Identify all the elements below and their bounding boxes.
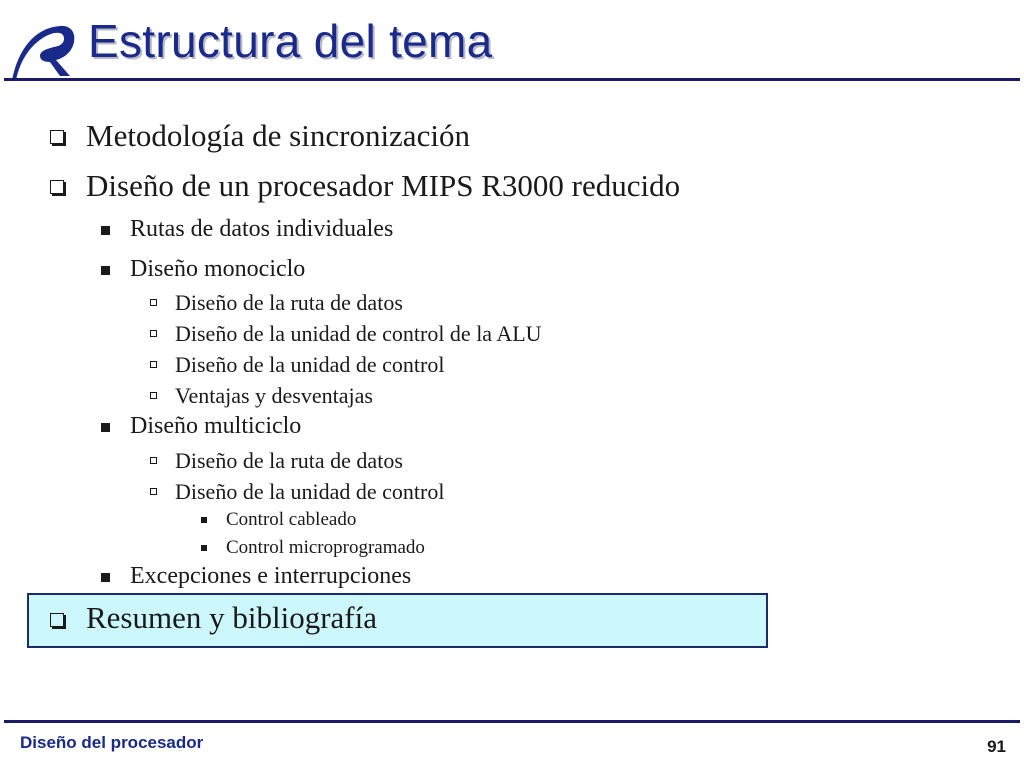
outline-item: Excepciones e interrupciones	[130, 563, 412, 589]
small-square-bullet-icon	[150, 330, 157, 337]
outline-item: Rutas de datos individuales	[130, 216, 394, 242]
hollow-square-bullet-icon	[50, 613, 64, 627]
tiny-square-bullet-icon	[201, 545, 207, 551]
filled-square-bullet-icon	[101, 226, 110, 235]
outline-item: Diseño de la unidad de control	[175, 479, 445, 504]
hollow-square-bullet-icon	[50, 130, 64, 144]
outline-item: Diseño monociclo	[130, 256, 306, 282]
outline-item: Diseño de la unidad de control	[175, 352, 445, 377]
outline-item: Diseño de la ruta de datos	[175, 290, 403, 315]
footer-divider	[4, 720, 1020, 723]
outline-item: Control cableado	[226, 509, 357, 530]
filled-square-bullet-icon	[101, 573, 110, 582]
filled-square-bullet-icon	[101, 266, 110, 275]
small-square-bullet-icon	[150, 361, 157, 368]
outline-item: Diseño multiciclo	[130, 413, 302, 439]
title-divider	[4, 78, 1020, 81]
small-square-bullet-icon	[150, 457, 157, 464]
small-square-bullet-icon	[150, 392, 157, 399]
outline-item: Diseño de un procesador MIPS R3000 reducido	[86, 168, 681, 203]
small-square-bullet-icon	[150, 299, 157, 306]
outline-item: Control microprogramado	[226, 537, 425, 558]
outline-item: Diseño de la ruta de datos	[175, 448, 403, 473]
footer-title: Diseño del procesador	[20, 733, 204, 752]
tiny-square-bullet-icon	[201, 517, 207, 523]
outline-item-highlighted: Resumen y bibliografía	[86, 600, 377, 635]
filled-square-bullet-icon	[101, 423, 110, 432]
small-square-bullet-icon	[150, 488, 157, 495]
page-number: 91	[987, 737, 1006, 756]
hollow-square-bullet-icon	[50, 180, 64, 194]
outline-item: Diseño de la unidad de control de la ALU	[175, 321, 542, 346]
logo-icon	[4, 10, 78, 82]
slide-title: Estructura del tema	[88, 15, 493, 67]
outline-item: Ventajas y desventajas	[175, 383, 373, 408]
outline-item: Metodología de sincronización	[86, 118, 470, 153]
